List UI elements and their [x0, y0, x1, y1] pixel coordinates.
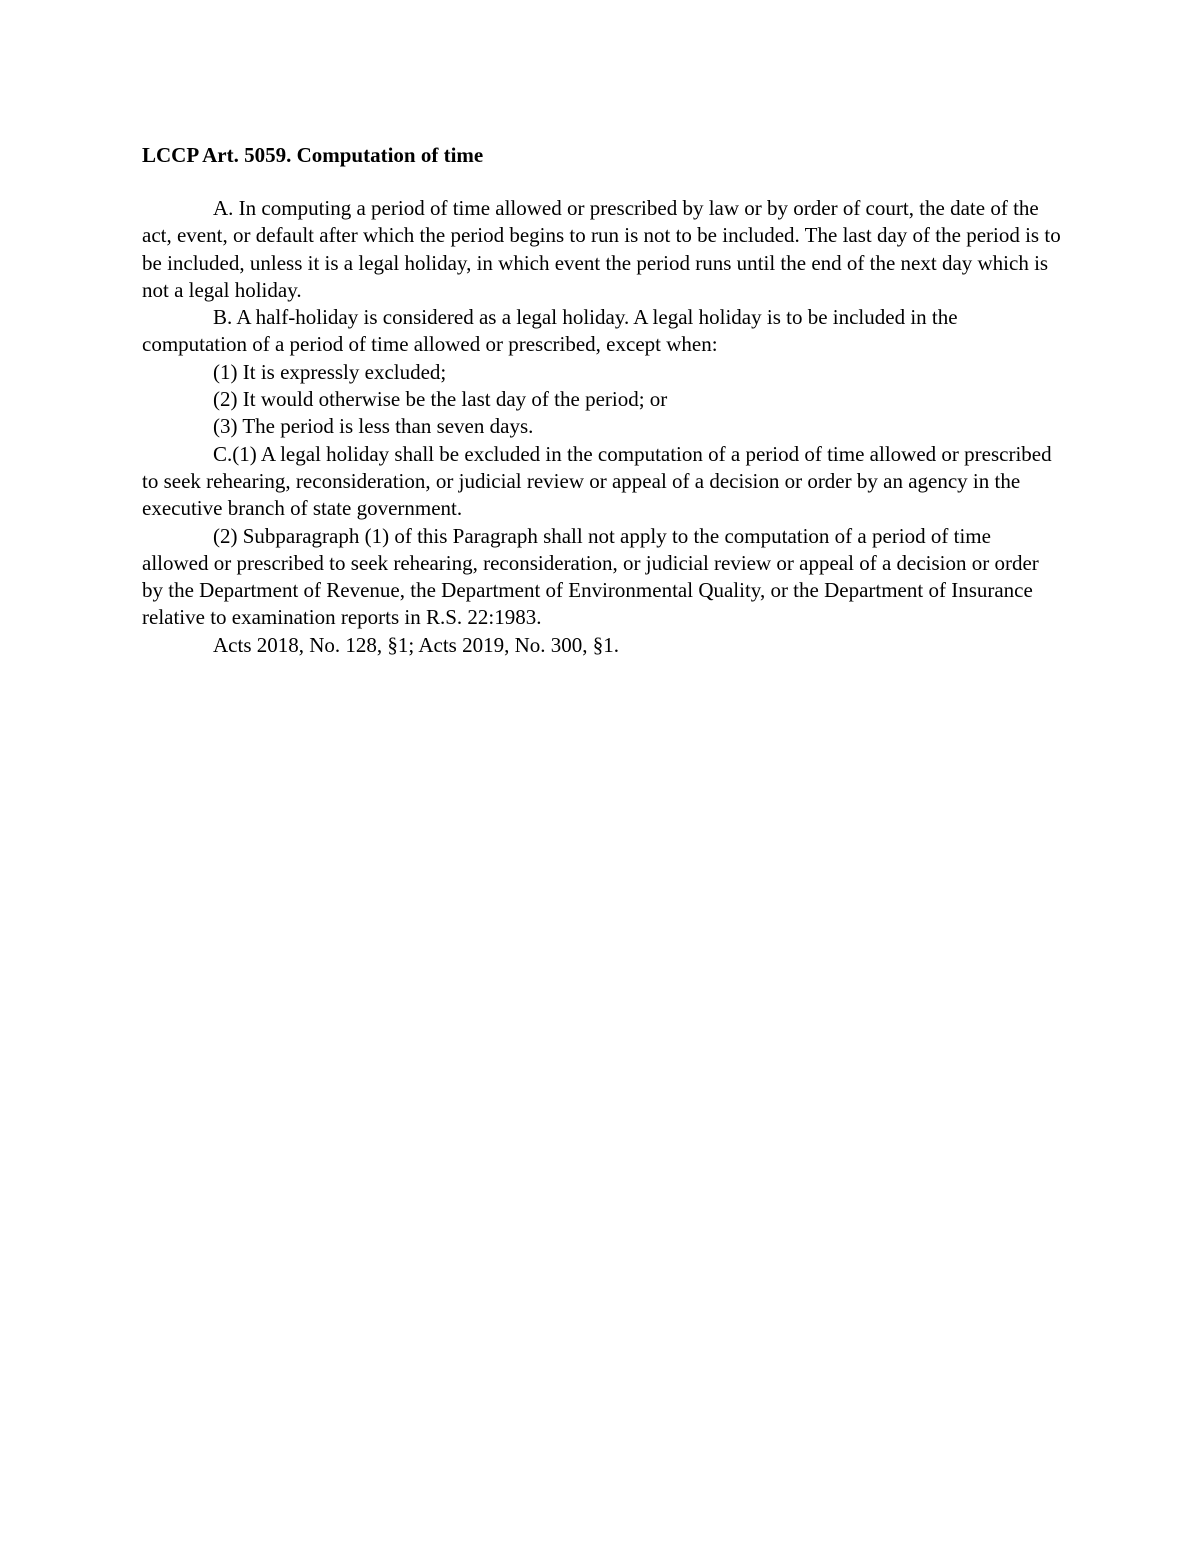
acts-citation: Acts 2018, No. 128, §1; Acts 2019, No. 300, §1.: [213, 632, 619, 657]
paragraph-b: B. A half-holiday is considered as a legal holiday. A legal holiday is to be included in the computation of a period of time allowed or prescribed, except when:: [142, 305, 958, 357]
paragraph-b-item-1: (1) It is expressly excluded;: [213, 359, 447, 384]
document-body: [142, 142, 1062, 659]
paragraph-b-item-3: (3) The period is less than seven days.: [213, 414, 534, 439]
paragraph-b-item-2: (2) It would otherwise be the last day of the period; or: [213, 387, 668, 412]
paragraph-a: A. In computing a period of time allowed or prescribed by law or by order of court, the date of the act, event, or default after which the period begins to run is not to be included. The last day of the period is to be included, unless it is a legal holiday, in which event the period runs until the end of the next day which is not a legal holiday.: [142, 196, 1061, 302]
paragraph-c-1: C.(1) A legal holiday shall be excluded in the computation of a period of time allowed or prescribed to seek rehearing, reconsideration, or judicial review or appeal of a decision or order by an agency in the executive branch of state government.: [142, 441, 1052, 521]
article-title: LCCP Art. 5059. Computation of time: [142, 143, 484, 167]
paragraph-c-2: (2) Subparagraph (1) of this Paragraph shall not apply to the computation of a period of time allowed or prescribed to seek rehearing, reconsideration, or judicial review or appeal of a decision or order by the Department of Revenue, the Department of Environmental Quality, or the Department of Insurance relative to examination reports in R.S. 22:1983.: [142, 523, 1039, 630]
